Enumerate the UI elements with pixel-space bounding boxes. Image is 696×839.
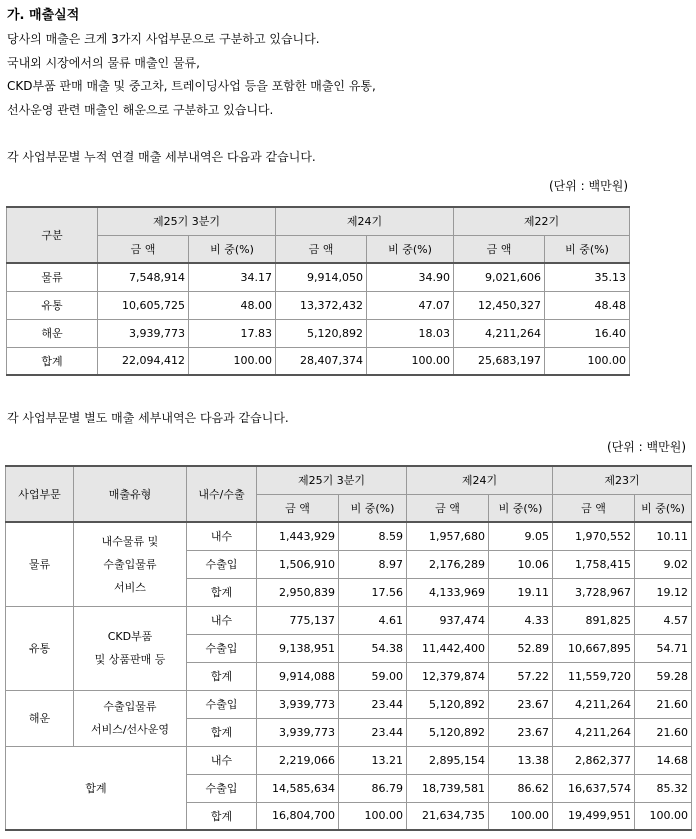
sales-type-line: 서비스/선사운영 bbox=[90, 723, 170, 736]
table-row bbox=[6, 522, 692, 550]
header-domestic-export: 내수/수출 bbox=[187, 466, 257, 522]
cell-value: 10.06 bbox=[489, 550, 553, 578]
cell-value: 48.00 bbox=[189, 291, 276, 319]
cell-value: 10,667,895 bbox=[553, 634, 635, 662]
header-period: 제22기 bbox=[454, 207, 630, 235]
cell-value: 23.44 bbox=[339, 690, 407, 718]
section-heading: 가. 매출실적 bbox=[7, 8, 80, 23]
sales-type-line: CKD부품 bbox=[107, 630, 153, 643]
kind-label: 합계 bbox=[187, 802, 257, 830]
cell-value: 13.21 bbox=[339, 746, 407, 774]
intro-paragraph bbox=[7, 28, 376, 122]
cell-value: 4,133,969 bbox=[407, 578, 489, 606]
cell-value: 3,939,773 bbox=[257, 718, 339, 746]
cell-value: 100.00 bbox=[545, 347, 630, 375]
cell-value: 2,895,154 bbox=[407, 746, 489, 774]
header-period: 제25기 3분기 bbox=[98, 207, 276, 235]
cell-value: 85.32 bbox=[635, 774, 692, 802]
separate-sales-caption: 각 사업부문별 별도 매출 세부내역은 다음과 같습니다. bbox=[7, 411, 289, 425]
cell-value: 21.60 bbox=[635, 718, 692, 746]
row-label: 합계 bbox=[7, 347, 98, 375]
header-amount: 금 액 bbox=[454, 235, 545, 263]
segment-label: 물류 bbox=[6, 522, 74, 606]
kind-label: 내수 bbox=[187, 522, 257, 550]
cell-value: 12,379,874 bbox=[407, 662, 489, 690]
cell-value: 21,634,735 bbox=[407, 802, 489, 830]
cell-value: 19,499,951 bbox=[553, 802, 635, 830]
cell-value: 775,137 bbox=[257, 606, 339, 634]
cell-value: 59.00 bbox=[339, 662, 407, 690]
cell-value: 59.28 bbox=[635, 662, 692, 690]
header-amount: 금 액 bbox=[276, 235, 367, 263]
table-row bbox=[6, 606, 692, 634]
cell-value: 23.67 bbox=[489, 690, 553, 718]
cell-value: 2,862,377 bbox=[553, 746, 635, 774]
cell-value: 52.89 bbox=[489, 634, 553, 662]
cell-value: 10.11 bbox=[635, 522, 692, 550]
cell-value: 4,211,264 bbox=[454, 319, 545, 347]
cell-value: 22,094,412 bbox=[98, 347, 189, 375]
header-category: 구분 bbox=[7, 207, 98, 263]
cell-value: 3,939,773 bbox=[257, 690, 339, 718]
consolidated-sales-caption: 각 사업부문별 누적 연결 매출 세부내역은 다음과 같습니다. bbox=[7, 150, 316, 164]
segment-label: 해운 bbox=[6, 690, 74, 746]
cell-value: 21.60 bbox=[635, 690, 692, 718]
header-ratio: 비 중(%) bbox=[339, 494, 407, 522]
intro-line: CKD부품 판매 매출 및 중고차, 트레이딩사업 등을 포함한 매출인 유통, bbox=[7, 79, 376, 93]
cell-value: 12,450,327 bbox=[454, 291, 545, 319]
sales-type-line: 수출입물류 bbox=[103, 557, 157, 571]
row-label: 물류 bbox=[7, 263, 98, 291]
sales-type-label bbox=[74, 690, 187, 746]
cell-value: 86.79 bbox=[339, 774, 407, 802]
cell-value: 1,970,552 bbox=[553, 522, 635, 550]
kind-label: 수출입 bbox=[187, 690, 257, 718]
cell-value: 1,957,680 bbox=[407, 522, 489, 550]
sales-type-label bbox=[74, 522, 187, 606]
kind-label: 내수 bbox=[187, 746, 257, 774]
intro-line: 당사의 매출은 크게 3가지 사업부문으로 구분하고 있습니다. bbox=[7, 32, 320, 46]
header-period: 제24기 bbox=[276, 207, 454, 235]
cell-value: 5,120,892 bbox=[407, 690, 489, 718]
table-row bbox=[7, 263, 630, 291]
cell-value: 100.00 bbox=[189, 347, 276, 375]
total-label: 합계 bbox=[6, 746, 187, 830]
cell-value: 4.61 bbox=[339, 606, 407, 634]
cell-value: 35.13 bbox=[545, 263, 630, 291]
cell-value: 10,605,725 bbox=[98, 291, 189, 319]
unit-label: (단위 : 백만원) bbox=[549, 179, 628, 193]
cell-value: 28,407,374 bbox=[276, 347, 367, 375]
sales-type-line: 수출입물류 bbox=[103, 700, 157, 713]
header-amount: 금 액 bbox=[407, 494, 489, 522]
cell-value: 18,739,581 bbox=[407, 774, 489, 802]
kind-label: 합계 bbox=[187, 578, 257, 606]
cell-value: 9.02 bbox=[635, 550, 692, 578]
cell-value: 25,683,197 bbox=[454, 347, 545, 375]
cell-value: 34.90 bbox=[367, 263, 454, 291]
cell-value: 16,637,574 bbox=[553, 774, 635, 802]
cell-value: 1,506,910 bbox=[257, 550, 339, 578]
cell-value: 19.11 bbox=[489, 578, 553, 606]
sales-type-line: 및 상품판매 등 bbox=[94, 653, 166, 666]
header-ratio: 비 중(%) bbox=[489, 494, 553, 522]
header-amount: 금 액 bbox=[98, 235, 189, 263]
header-ratio: 비 중(%) bbox=[367, 235, 454, 263]
header-amount: 금 액 bbox=[257, 494, 339, 522]
cell-value: 23.44 bbox=[339, 718, 407, 746]
table-row bbox=[7, 319, 630, 347]
cell-value: 4.33 bbox=[489, 606, 553, 634]
table-row bbox=[6, 690, 692, 718]
cell-value: 100.00 bbox=[635, 802, 692, 830]
cell-value: 19.12 bbox=[635, 578, 692, 606]
table-row bbox=[6, 746, 692, 774]
cell-value: 100.00 bbox=[367, 347, 454, 375]
cell-value: 48.48 bbox=[545, 291, 630, 319]
header-ratio: 비 중(%) bbox=[545, 235, 630, 263]
kind-label: 합계 bbox=[187, 718, 257, 746]
segment-label: 유통 bbox=[6, 606, 74, 690]
cell-value: 86.62 bbox=[489, 774, 553, 802]
kind-label: 내수 bbox=[187, 606, 257, 634]
cell-value: 14,585,634 bbox=[257, 774, 339, 802]
consolidated-sales-table bbox=[6, 206, 630, 376]
kind-label: 수출입 bbox=[187, 634, 257, 662]
cell-value: 13.38 bbox=[489, 746, 553, 774]
intro-line: 선사운영 관련 매출인 해운으로 구분하고 있습니다. bbox=[7, 102, 274, 117]
cell-value: 4,211,264 bbox=[553, 718, 635, 746]
cell-value: 11,559,720 bbox=[553, 662, 635, 690]
cell-value: 8.97 bbox=[339, 550, 407, 578]
cell-value: 47.07 bbox=[367, 291, 454, 319]
cell-value: 57.22 bbox=[489, 662, 553, 690]
row-label: 유통 bbox=[7, 291, 98, 319]
cell-value: 11,442,400 bbox=[407, 634, 489, 662]
cell-value: 54.71 bbox=[635, 634, 692, 662]
cell-value: 17.56 bbox=[339, 578, 407, 606]
header-ratio: 비 중(%) bbox=[189, 235, 276, 263]
cell-value: 9,138,951 bbox=[257, 634, 339, 662]
cell-value: 17.83 bbox=[189, 319, 276, 347]
cell-value: 4,211,264 bbox=[553, 690, 635, 718]
sales-type-label bbox=[74, 606, 187, 690]
header-period: 제23기 bbox=[553, 466, 692, 494]
cell-value: 9,021,606 bbox=[454, 263, 545, 291]
cell-value: 14.68 bbox=[635, 746, 692, 774]
separate-sales-table bbox=[5, 465, 692, 831]
kind-label: 합계 bbox=[187, 662, 257, 690]
table-row-total bbox=[7, 347, 630, 375]
sales-type-line: 서비스 bbox=[114, 580, 146, 594]
cell-value: 34.17 bbox=[189, 263, 276, 291]
cell-value: 4.57 bbox=[635, 606, 692, 634]
cell-value: 2,950,839 bbox=[257, 578, 339, 606]
unit-label: (단위 : 백만원) bbox=[607, 440, 686, 454]
intro-line: 국내외 시장에서의 물류 매출인 물류, bbox=[7, 55, 200, 70]
sales-type-line: 내수물류 및 bbox=[101, 534, 159, 548]
cell-value: 2,176,289 bbox=[407, 550, 489, 578]
cell-value: 16.40 bbox=[545, 319, 630, 347]
header-segment: 사업부문 bbox=[6, 466, 74, 522]
cell-value: 3,939,773 bbox=[98, 319, 189, 347]
header-period: 제25기 3분기 bbox=[257, 466, 407, 494]
header-sales-type: 매출유형 bbox=[74, 466, 187, 522]
cell-value: 5,120,892 bbox=[407, 718, 489, 746]
kind-label: 수출입 bbox=[187, 550, 257, 578]
cell-value: 1,443,929 bbox=[257, 522, 339, 550]
cell-value: 16,804,700 bbox=[257, 802, 339, 830]
row-label: 해운 bbox=[7, 319, 98, 347]
cell-value: 9,914,050 bbox=[276, 263, 367, 291]
kind-label: 수출입 bbox=[187, 774, 257, 802]
header-ratio: 비 중(%) bbox=[635, 494, 692, 522]
cell-value: 18.03 bbox=[367, 319, 454, 347]
cell-value: 9.05 bbox=[489, 522, 553, 550]
table-row bbox=[7, 291, 630, 319]
cell-value: 100.00 bbox=[339, 802, 407, 830]
cell-value: 7,548,914 bbox=[98, 263, 189, 291]
cell-value: 54.38 bbox=[339, 634, 407, 662]
cell-value: 3,728,967 bbox=[553, 578, 635, 606]
cell-value: 100.00 bbox=[489, 802, 553, 830]
cell-value: 13,372,432 bbox=[276, 291, 367, 319]
cell-value: 9,914,088 bbox=[257, 662, 339, 690]
cell-value: 23.67 bbox=[489, 718, 553, 746]
cell-value: 2,219,066 bbox=[257, 746, 339, 774]
cell-value: 891,825 bbox=[553, 606, 635, 634]
cell-value: 5,120,892 bbox=[276, 319, 367, 347]
cell-value: 937,474 bbox=[407, 606, 489, 634]
cell-value: 8.59 bbox=[339, 522, 407, 550]
header-amount: 금 액 bbox=[553, 494, 635, 522]
cell-value: 1,758,415 bbox=[553, 550, 635, 578]
header-period: 제24기 bbox=[407, 466, 553, 494]
